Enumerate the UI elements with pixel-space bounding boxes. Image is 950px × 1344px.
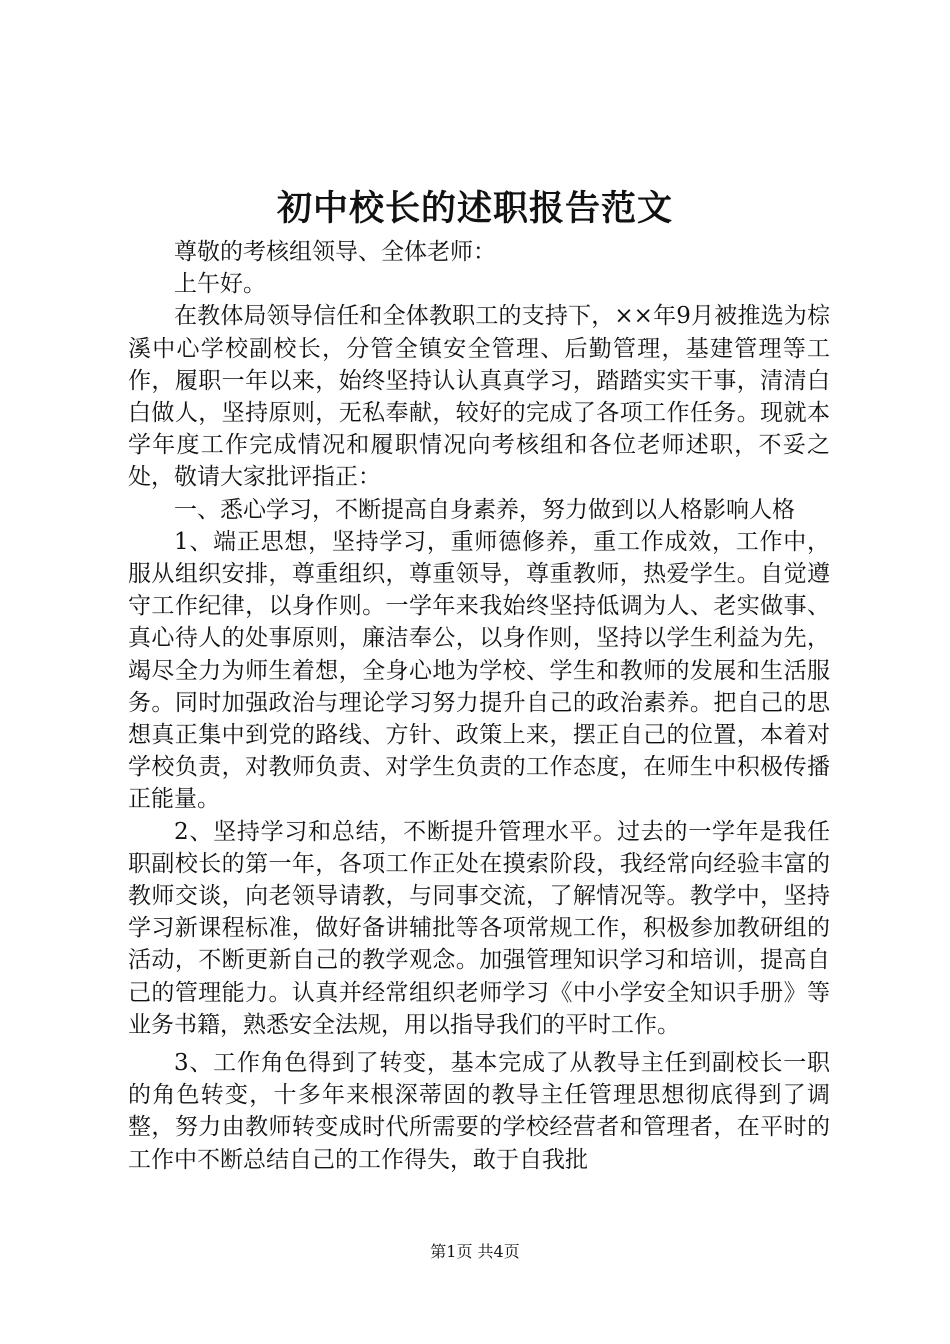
document-body <box>128 236 830 1176</box>
intro-paragraph: 在教体局领导信任和全体教职工的支持下，××年9月被推选为棕溪中心学校副校长，分管全镇安全管理、后勤管理，基建管理等工作，履职一年以来，始终坚持认认真真学习，踏踏实实干事，清清白白做人，坚持原则，无私奉献，较好的完成了各项工作任务。现就本学年度工作完成情况和履职情况向考核组和各位老师述职，不妥之处，敬请大家批评指正： <box>128 303 830 491</box>
page-footer: 第1页 共4页 <box>430 1242 520 1261</box>
point-3-paragraph: 3、工作角色得到了转变，基本完成了从教导主任到副校长一职的角色转变，十多年来根深蒂固的教导主任管理思想彻底得到了调整，努力由教师转变成时代所需要的学校经营者和管理者，在平时的工作中不断总结自己的工作得失，敢于自我批 <box>128 1050 830 1173</box>
document-title: 初中校长的述职报告范文 <box>276 188 673 229</box>
salutation: 尊敬的考核组领导、全体老师： <box>174 239 496 265</box>
point-2-paragraph: 2、坚持学习和总结，不断提升管理水平。过去的一学年是我任职副校长的第一年，各项工作正处在摸索阶段，我经常向经验丰富的教师交谈，向老领导请教，与同事交流，了解情况等。教学中，坚持学习新课程标准，做好备讲辅批等各项常规工作，积极参加教研组的活动，不断更新自己的教学观念。加强管理知识学习和培训，提高自己的管理能力。认真并经常组织老师学习《中小学安全知识手册》等业务书籍，熟悉安全法规，用以指导我们的平时工作。 <box>128 818 830 1038</box>
section-heading-1: 一、悉心学习，不断提高自身素养，努力做到以人格影响人格 <box>174 496 795 523</box>
point-1-paragraph: 1、端正思想，坚持学习，重师德修养，重工作成效，工作中，服从组织安排，尊重组织，尊重领导，尊重教师，热爱学生。自觉遵守工作纪律，以身作则。一学年来我始终坚持低调为人、老实做事、真心待人的处事原则，廉洁奉公，以身作则，坚持以学生利益为先，竭尽全力为师生着想，全身心地为学校、学生和教师的发展和生活服务。同时加强政治与理论学习努力提升自己的政治素养。把自己的思想真正集中到党的路线、方针、政策上来，摆正自己的位置，本着对学校负责，对教师负责、对学生负责的工作态度，在师生中积极传播正能量。 <box>128 528 830 813</box>
greeting: 上午好。 <box>174 271 266 298</box>
